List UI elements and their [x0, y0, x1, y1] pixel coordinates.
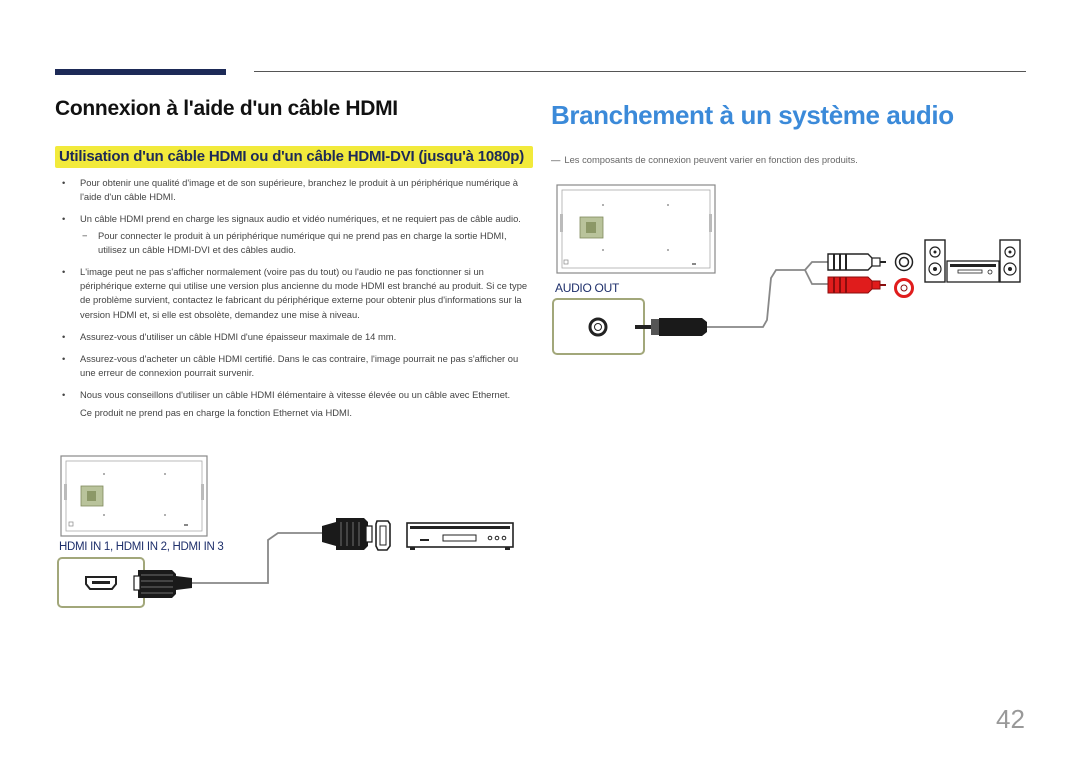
bullet-item: • Un câble HDMI prend en charge les signaux audio et vidéo numériques, et ne requiert pas de câble audio. − Pour connecter le produit à un périphérique numérique qui ne prend pas en charge la sortie HDMI, utilisez un câble HDMI-DVI et des câbles audio.: [60, 212, 532, 257]
rca-cable-icon: [828, 254, 913, 297]
note-text: ― Les composants de connexion peuvent varier en fonction des produits.: [551, 154, 858, 165]
hdmi-port-label: HDMI IN 1, HDMI IN 2, HDMI IN 3: [59, 541, 224, 553]
page-number: 42: [996, 704, 1025, 734]
stereo-system-icon: [925, 240, 1020, 282]
bullet-item: • Assurez-vous d'acheter un câble HDMI certifié. Dans le cas contraire, l'image pourrait ne pas s'afficher ou une erreur de connexion pourrait survenir.: [60, 352, 532, 380]
subsection-title: Utilisation d'un câble HDMI ou d'un câble HDMI-DVI (jusqu'à 1080p): [59, 148, 525, 165]
page-title: Branchement à un système audio: [551, 100, 954, 130]
bullet-item: • Assurez-vous d'utiliser un câble HDMI d'une épaisseur maximale de 14 mm.: [60, 330, 532, 344]
bullet-item: • Pour obtenir une qualité d'image et de son supérieure, branchez le produit à un périphérique numérique à l'aide d'un câble HDMI.: [60, 176, 532, 204]
display-panel-icon: [557, 185, 715, 273]
bullet-item: • L'image peut ne pas s'afficher normalement (voire pas du tout) ou l'audio ne pas fonctionner si un périphérique externe qui utilise une version plus ancienne du mode HDMI est branché au produit. Si ce type de problème survient, contactez le fabricant du périphérique externe pour obtenir plus d'informations sur la version HDMI et, si elle est obsolète, demandez une mise à niveau.: [60, 265, 532, 322]
audio-out-label: AUDIO OUT: [555, 281, 619, 295]
audio-jack-icon: [553, 299, 644, 354]
bullet-item: • Nous vous conseillons d'utiliser un câble HDMI élémentaire à vitesse élevée ou un câble avec Ethernet. Ce produit ne prend pas en charge la fonction Ethernet via HDMI.: [60, 388, 532, 419]
ethernet-note: Ce produit ne prend pas en charge la fonction Ethernet via HDMI.: [80, 406, 353, 418]
section-title: Connexion à l'aide d'un câble HDMI: [55, 97, 398, 120]
sub-note: − Pour connecter le produit à un périphérique numérique qui ne prend pas en charge la sortie HDMI, utilisez un câble HDMI-DVI et des câbles audio.: [82, 229, 507, 255]
